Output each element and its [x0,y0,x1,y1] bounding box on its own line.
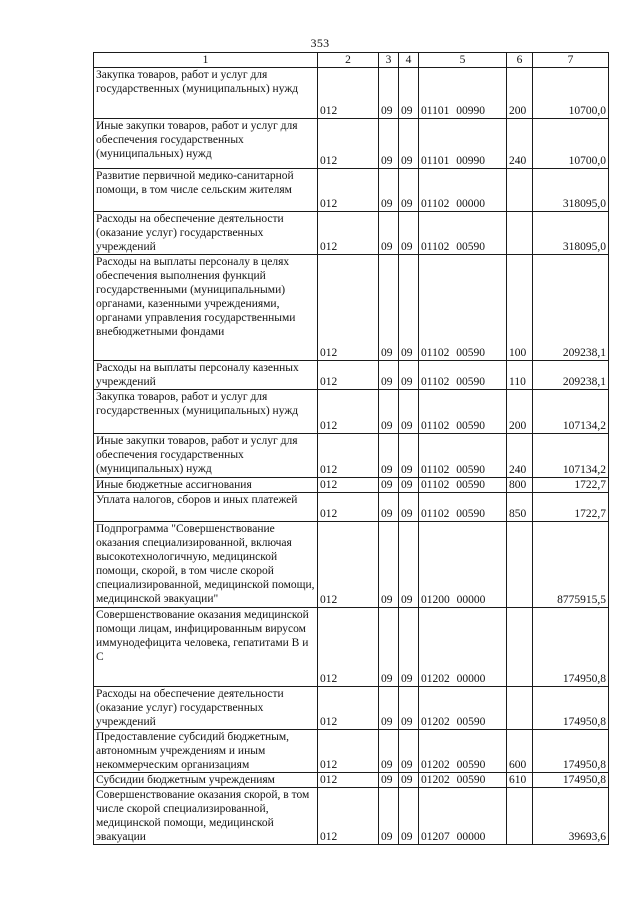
table-header [94,53,609,68]
row-name-cell: Закупка товаров, работ и услуг для государственных (муниципальных) нужд [94,390,318,434]
row-section-cell: 09 [379,493,399,522]
table-row [94,478,609,493]
table-row [94,255,609,361]
row-section-cell: 09 [379,434,399,478]
row-section-cell: 09 [379,788,399,845]
row-target-article-cell: 01202 00590 [419,730,507,773]
row-section-cell: 09 [379,608,399,687]
row-name-cell: Подпрограмма "Совершенствование оказания специализированной, включая высокотехнологичную, медицинской помощи, скорой, в том числе скорой специализированной, медицинской помощи, медицинской эвакуации" [94,522,318,608]
row-amount-cell: 318095,0 [533,169,609,212]
row-gr-code-cell: 012 [318,169,379,212]
page-number: 353 [310,36,330,50]
row-subsection-cell: 09 [399,169,419,212]
row-gr-code-cell: 012 [318,119,379,169]
row-gr-code-cell: 012 [318,788,379,845]
row-amount-cell: 1722,7 [533,478,609,493]
row-expense-type-cell: 610 [507,773,533,788]
row-target-article-cell: 01102 00590 [419,434,507,478]
row-gr-code-cell: 012 [318,255,379,361]
row-target-article-cell: 01102 00590 [419,212,507,255]
row-section-cell: 09 [379,478,399,493]
table-row [94,434,609,478]
row-gr-code-cell: 012 [318,730,379,773]
row-amount-cell: 10700,0 [533,119,609,169]
row-section-cell: 09 [379,773,399,788]
table-row [94,730,609,773]
row-gr-code-cell: 012 [318,434,379,478]
row-name-cell: Предоставление субсидий бюджетным, автономным учреждениям и иным некоммерческим организациям [94,730,318,773]
row-expense-type-cell [507,687,533,730]
row-expense-type-cell [507,608,533,687]
row-subsection-cell: 09 [399,608,419,687]
row-section-cell: 09 [379,119,399,169]
row-amount-cell: 10700,0 [533,68,609,119]
table-body [94,68,609,845]
row-gr-code-cell: 012 [318,493,379,522]
table-row [94,608,609,687]
row-amount-cell: 209238,1 [533,255,609,361]
row-amount-cell: 318095,0 [533,212,609,255]
table-row [94,788,609,845]
row-amount-cell: 209238,1 [533,361,609,390]
row-target-article-cell: 01102 00590 [419,478,507,493]
header-col-2: 2 [318,53,379,68]
row-section-cell: 09 [379,390,399,434]
row-subsection-cell: 09 [399,119,419,169]
row-name-cell: Расходы на выплаты персоналу в целях обеспечения выполнения функций государственными (муниципальными) органами, казенными учреждениями, органами управления государственными внебюджетными фондами [94,255,318,361]
row-subsection-cell: 09 [399,212,419,255]
row-amount-cell: 174950,8 [533,687,609,730]
row-subsection-cell: 09 [399,255,419,361]
row-target-article-cell: 01202 00590 [419,773,507,788]
row-target-article-cell: 01102 00000 [419,169,507,212]
row-target-article-cell: 01102 00590 [419,361,507,390]
row-section-cell: 09 [379,687,399,730]
row-target-article-cell: 01200 00000 [419,522,507,608]
row-expense-type-cell [507,522,533,608]
row-expense-type-cell: 200 [507,390,533,434]
row-subsection-cell: 09 [399,687,419,730]
table-row [94,390,609,434]
row-gr-code-cell: 012 [318,608,379,687]
header-col-5: 5 [419,53,507,68]
row-name-cell: Уплата налогов, сборов и иных платежей [94,493,318,522]
row-target-article-cell: 01202 00000 [419,608,507,687]
row-subsection-cell: 09 [399,68,419,119]
row-amount-cell: 107134,2 [533,390,609,434]
row-section-cell: 09 [379,361,399,390]
row-gr-code-cell: 012 [318,390,379,434]
row-name-cell: Иные закупки товаров, работ и услуг для обеспечения государственных (муниципальных) нужд [94,434,318,478]
table-row [94,522,609,608]
table-row [94,361,609,390]
row-expense-type-cell [507,169,533,212]
table-row [94,169,609,212]
row-gr-code-cell: 012 [318,773,379,788]
row-section-cell: 09 [379,68,399,119]
row-amount-cell: 107134,2 [533,434,609,478]
table-row [94,119,609,169]
row-target-article-cell: 01101 00990 [419,119,507,169]
row-name-cell: Расходы на выплаты персоналу казенных учреждений [94,361,318,390]
header-col-6: 6 [507,53,533,68]
header-row [94,53,609,68]
row-gr-code-cell: 012 [318,522,379,608]
header-col-7: 7 [533,53,609,68]
row-expense-type-cell: 850 [507,493,533,522]
row-subsection-cell: 09 [399,390,419,434]
row-gr-code-cell: 012 [318,212,379,255]
row-name-cell: Субсидии бюджетным учреждениям [94,773,318,788]
row-section-cell: 09 [379,255,399,361]
row-name-cell: Расходы на обеспечение деятельности (оказание услуг) государственных учреждений [94,212,318,255]
row-expense-type-cell: 200 [507,68,533,119]
row-amount-cell: 1722,7 [533,493,609,522]
row-amount-cell: 8775915,5 [533,522,609,608]
table-row [94,212,609,255]
row-target-article-cell: 01102 00590 [419,255,507,361]
row-amount-cell: 39693,6 [533,788,609,845]
row-section-cell: 09 [379,730,399,773]
row-target-article-cell: 01202 00590 [419,687,507,730]
row-expense-type-cell: 800 [507,478,533,493]
row-target-article-cell: 01102 00590 [419,390,507,434]
row-subsection-cell: 09 [399,730,419,773]
row-subsection-cell: 09 [399,522,419,608]
row-subsection-cell: 09 [399,434,419,478]
row-gr-code-cell: 012 [318,68,379,119]
row-name-cell: Развитие первичной медико-санитарной помощи, в том числе сельским жителям [94,169,318,212]
table-row [94,773,609,788]
row-subsection-cell: 09 [399,361,419,390]
row-subsection-cell: 09 [399,773,419,788]
row-amount-cell: 174950,8 [533,608,609,687]
row-expense-type-cell: 600 [507,730,533,773]
row-target-article-cell: 01101 00990 [419,68,507,119]
header-col-4: 4 [399,53,419,68]
table-row [94,68,609,119]
budget-table [93,52,609,845]
row-expense-type-cell: 240 [507,119,533,169]
row-name-cell: Совершенствование оказания скорой, в том числе скорой специализированной, медицинской помощи, медицинской эвакуации [94,788,318,845]
row-expense-type-cell [507,212,533,255]
row-gr-code-cell: 012 [318,478,379,493]
row-name-cell: Закупка товаров, работ и услуг для государственных (муниципальных) нужд [94,68,318,119]
row-subsection-cell: 09 [399,493,419,522]
row-expense-type-cell [507,788,533,845]
row-amount-cell: 174950,8 [533,730,609,773]
row-section-cell: 09 [379,212,399,255]
row-expense-type-cell: 240 [507,434,533,478]
header-col-1: 1 [94,53,318,68]
row-subsection-cell: 09 [399,788,419,845]
row-expense-type-cell: 100 [507,255,533,361]
row-name-cell: Иные бюджетные ассигнования [94,478,318,493]
row-name-cell: Расходы на обеспечение деятельности (оказание услуг) государственных учреждений [94,687,318,730]
row-expense-type-cell: 110 [507,361,533,390]
row-gr-code-cell: 012 [318,361,379,390]
table-row [94,687,609,730]
row-section-cell: 09 [379,169,399,212]
row-target-article-cell: 01207 00000 [419,788,507,845]
table-row [94,493,609,522]
row-subsection-cell: 09 [399,478,419,493]
header-col-3: 3 [379,53,399,68]
row-amount-cell: 174950,8 [533,773,609,788]
row-section-cell: 09 [379,522,399,608]
row-target-article-cell: 01102 00590 [419,493,507,522]
row-gr-code-cell: 012 [318,687,379,730]
row-name-cell: Иные закупки товаров, работ и услуг для обеспечения государственных (муниципальных) нужд [94,119,318,169]
row-name-cell: Совершенствование оказания медицинской помощи лицам, инфицированным вирусом иммунодефицита человека, гепатитами В и С [94,608,318,687]
